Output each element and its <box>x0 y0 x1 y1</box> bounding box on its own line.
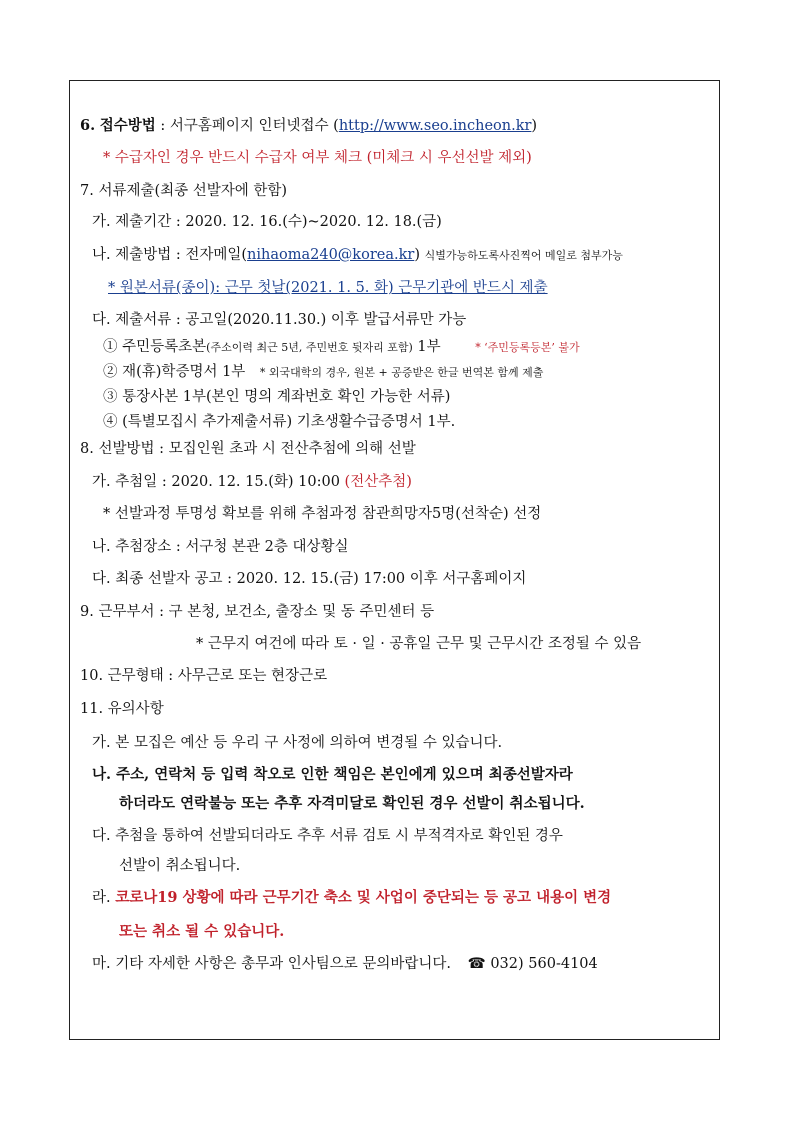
notice-na-line1: 나. 주소, 연락처 등 입력 착오로 인한 책임은 본인에게 있으며 최종선발자라 <box>92 766 573 783</box>
section-8-ga-red: (전산추첨) <box>344 474 412 490</box>
section-7-title: 7. 서류제출(최종 선발자에 한함) <box>80 183 288 199</box>
section-9-note: * 근무지 여건에 따라 토 · 일 · 공휴일 근무 및 근무시간 조정될 수 있음 <box>196 636 642 652</box>
notice-ma <box>92 954 598 974</box>
section-6-sep: : <box>155 118 170 134</box>
email-link[interactable]: nihaoma240@korea.kr <box>247 247 415 263</box>
notice-na-line2: 하더라도 연락불능 또는 추후 자격미달로 확인된 경우 선발이 취소됩니다. <box>119 795 585 812</box>
section-6-number: 6. <box>80 117 96 134</box>
section-10-title: 10. 근무형태 : 사무근로 또는 현장근로 <box>80 668 328 684</box>
doc-item-2 <box>103 362 543 383</box>
doc-item-1-detail: (주소이력 최근 5년, 주민번호 뒷자리 포함) <box>206 341 413 354</box>
notice-ra-line2: 또는 취소 될 수 있습니다. <box>119 923 285 940</box>
phone-icon: ☎ <box>467 956 486 972</box>
section-8-ga <box>92 472 412 492</box>
section-7-na-note: 식별가능하도록사진찍어 메일로 첨부가능 <box>424 249 623 262</box>
section-8-title: 8. 선발방법 : 모집인원 초과 시 전산추첨에 의해 선발 <box>80 441 416 457</box>
notice-ra-text: 코로나19 상황에 따라 근무기간 축소 및 사업이 중단되는 등 공고 내용이 변경 <box>115 889 612 906</box>
notice-da-line1: 다. 추첨을 통하여 선발되더라도 추후 서류 검토 시 부적격자로 확인된 경우 <box>92 828 563 844</box>
doc-item-1-end: 1부 <box>412 339 441 355</box>
doc-item-1-main: ① 주민등록초본 <box>103 339 207 355</box>
section-6-text: 서구홈페이지 인터넷접수 ( <box>169 118 339 134</box>
section-8-na: 나. 추첨장소 : 서구청 본관 2층 대상황실 <box>92 539 349 555</box>
section-7-na-suffix: ) <box>414 247 420 263</box>
original-docs-note: * 원본서류(종이): 근무 첫날(2021. 1. 5. 화) 근무기관에 반드시 제출 <box>108 280 548 296</box>
section-8-ga-prefix: 가. 추첨일 : 2020. 12. 15.(화) 10:00 <box>92 474 345 490</box>
section-11-title: 11. 유의사항 <box>80 701 164 717</box>
section-6-close: ) <box>531 118 538 134</box>
section-8-note: * 선발과정 투명성 확보를 위해 추첨과정 참관희망자5명(선착순) 선정 <box>103 506 542 522</box>
section-8-da: 다. 최종 선발자 공고 : 2020. 12. 15.(금) 17:00 이후 서구홈페이지 <box>92 571 527 587</box>
section-9-title: 9. 근무부서 : 구 본청, 보건소, 출장소 및 동 주민센터 등 <box>80 604 435 620</box>
section-7-na <box>92 245 623 266</box>
section-6-heading: 접수방법 <box>99 117 156 134</box>
doc-item-4: ④ (특별모집시 추가제출서류) 기초생활수급증명서 1부. <box>103 414 456 430</box>
phone-number: 032) 560-4104 <box>490 956 598 972</box>
doc-item-2-main: ② 재(휴)학증명서 1부 <box>103 364 246 380</box>
notice-ma-text: 마. 기타 자세한 사항은 총무과 인사팀으로 문의바랍니다. <box>92 956 452 972</box>
notice-ga: 가. 본 모집은 예산 등 우리 구 사정에 의하여 변경될 수 있습니다. <box>92 735 503 751</box>
doc-item-2-note: * 외국대학의 경우, 원본 + 공증받은 한글 번역본 함께 제출 <box>259 366 544 379</box>
notice-ra-line1 <box>92 888 611 908</box>
section-7-ga: 가. 제출기간 : 2020. 12. 16.(수)~2020. 12. 18.(금) <box>92 214 442 230</box>
notice-ra-prefix: 라. <box>92 890 116 906</box>
homepage-link[interactable]: http://www.seo.incheon.kr <box>338 118 532 134</box>
section-7-da: 다. 제출서류 : 공고일(2020.11.30.) 이후 발급서류만 가능 <box>92 312 467 328</box>
doc-item-3: ③ 통장사본 1부(본인 명의 계좌번호 확인 가능한 서류) <box>103 389 451 405</box>
doc-item-1 <box>103 337 580 358</box>
section-7-na-prefix: 나. 제출방법 : 전자메일( <box>92 247 248 263</box>
notice-da-line2: 선발이 취소됩니다. <box>119 858 241 874</box>
section-6-note: * 수급자인 경우 반드시 수급자 여부 체크 (미체크 시 우선선발 제외) <box>103 150 532 166</box>
doc-item-1-warning: * ‘주민등록등본’ 불가 <box>475 341 580 354</box>
section-6-line <box>80 116 537 136</box>
